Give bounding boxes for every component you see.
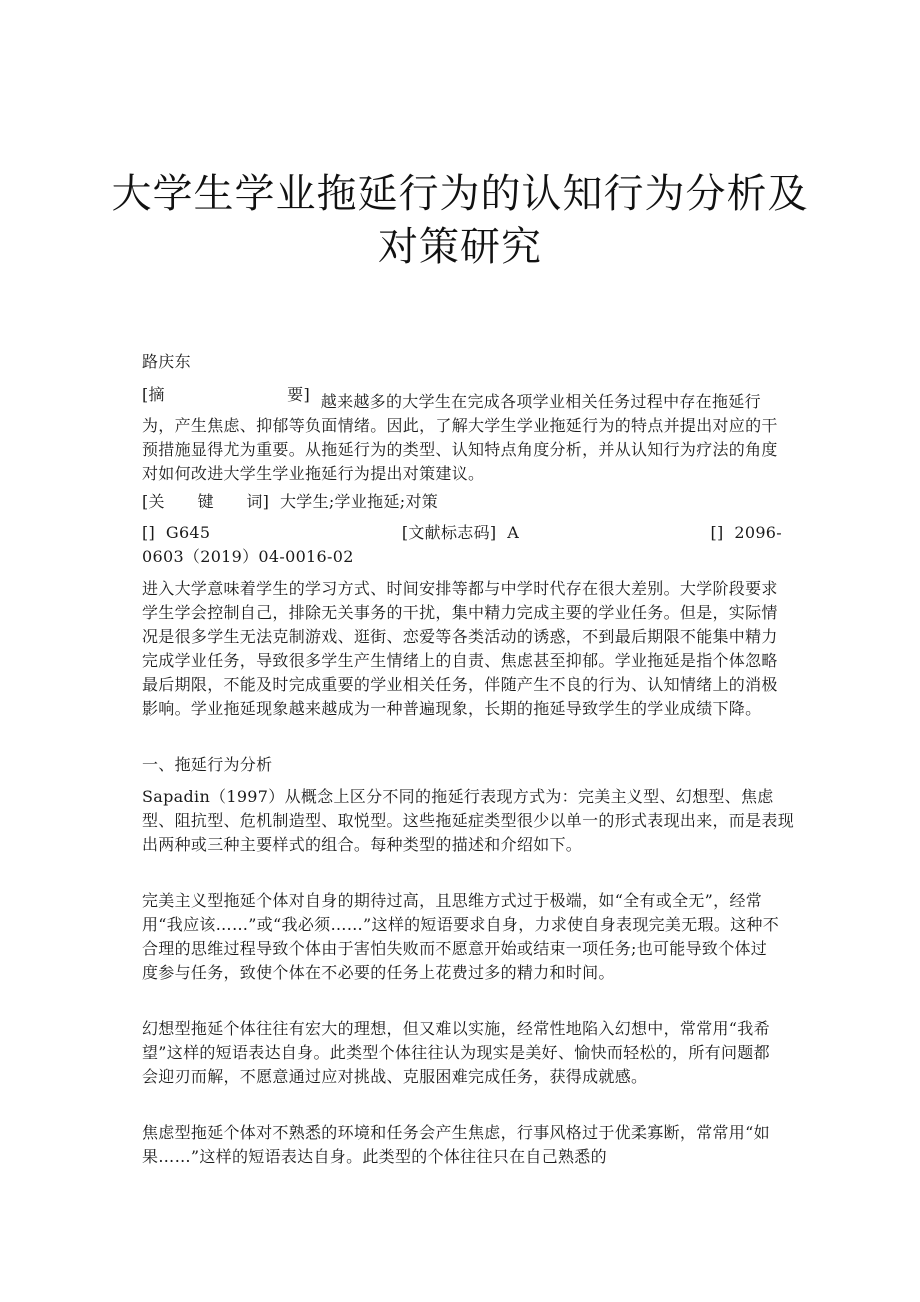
abstract-label-open: [摘 — [142, 385, 165, 404]
meta-row-1 — [142, 521, 782, 545]
intro-paragraph: 进入大学意味着学生的学习方式、时间安排等都与中学时代存在很大差别。大学阶段要求学生学会控制自己，排除无关事务的干扰，集中精力完成主要的学业任务。但是，实际情况是很多学生无法克制游戏、逛街、恋爱等各类活动的诱惑，不到最后期限不能集中精力完成学业任务，导致很多学生产生情绪上的自责、焦虑甚至抑郁。学业拖延是指个体忽略最后期限，不能及时完成重要的学业相关任务，伴随产生不良的行为、认知情绪上的消极影响。学业拖延现象越来越成为一种普遍现象，长期的拖延导致学生的学业成绩下降。 — [142, 579, 778, 718]
keywords-label: [关 键 词] — [142, 492, 270, 511]
page-title — [110, 168, 810, 274]
title-line-1: 大学生学业拖延行为的认知行为分析及 — [111, 171, 809, 217]
anxious-paragraph: 焦虑型拖延个体对不熟悉的环境和任务会产生焦虑，行事风格过于优柔寡断，常常用“如果……”这样的短语表达自身。此类型的个体往往只在自己熟悉的 — [142, 1123, 770, 1166]
keywords-text: 大学生;学业拖延;对策 — [279, 492, 439, 511]
article-id-label: [] — [710, 523, 724, 542]
article-id-part1: 2096- — [734, 523, 782, 542]
clc-info — [142, 521, 210, 545]
fantasy-paragraph: 幻想型拖延个体往往有宏大的理想，但又难以实施，经常性地陷入幻想中，常常用“我希望”这样的短语表达自身。此类型个体往往认为现实是美好、愉快而轻松的，所有问题都会迎刃而解，不愿意通过应对挑战、克服困难完成任务，获得成就感。 — [142, 1019, 770, 1086]
author-name: 路庆东 — [142, 352, 191, 371]
abstract-label — [142, 383, 310, 407]
abstract-label-close: 要] — [287, 385, 310, 404]
clc-label: [] — [142, 523, 156, 542]
article-id-part2: 0603（2019）04-0016-02 — [142, 547, 354, 566]
abstract-paragraph — [142, 383, 782, 486]
clc-value: G645 — [165, 523, 211, 542]
perfectionist-paragraph: 完美主义型拖延个体对自身的期待过高，且思维方式过于极端，如“全有或全无”，经常用“我应该……”或“我必须……”这样的短语要求自身，力求使自身表现完美无瑕。这种不合理的思维过程导致个体由于害怕失败而不愿意开始或结束一项任务;也可能导致个体过度参与任务，致使个体在不必要的任务上花费过多的精力和时间。 — [142, 891, 780, 982]
title-line-2: 对策研究 — [378, 224, 542, 270]
article-id-info — [710, 521, 782, 545]
keywords-line — [142, 490, 782, 514]
section-heading: 一、拖延行为分析 — [142, 755, 273, 774]
doc-code-label: [文献标志码] — [401, 523, 497, 542]
abstract-text: 越来越多的大学生在完成各项学业相关任务过程中存在拖延行为，产生焦虑、抑郁等负面情绪。因此，了解大学生学业拖延行为的特点并提出对应的干预措施显得尤为重要。从拖延行为的类型、认知特点角度分析，并从认知行为疗法的角度对如何改进大学生学业拖延行为提出对策建议。 — [142, 392, 778, 483]
publication-meta — [142, 521, 782, 569]
doc-code-value: A — [507, 523, 520, 542]
doc-code-info — [402, 521, 519, 545]
sapadin-paragraph: Sapadin（1997）从概念上区分不同的拖延行表现方式为：完美主义型、幻想型、焦虑型、阻抗型、危机制造型、取悦型。这些拖延症类型很少以单一的形式表现出来，而是表现出两种或三种主要样式的组合。每种类型的描述和介绍如下。 — [142, 787, 795, 854]
